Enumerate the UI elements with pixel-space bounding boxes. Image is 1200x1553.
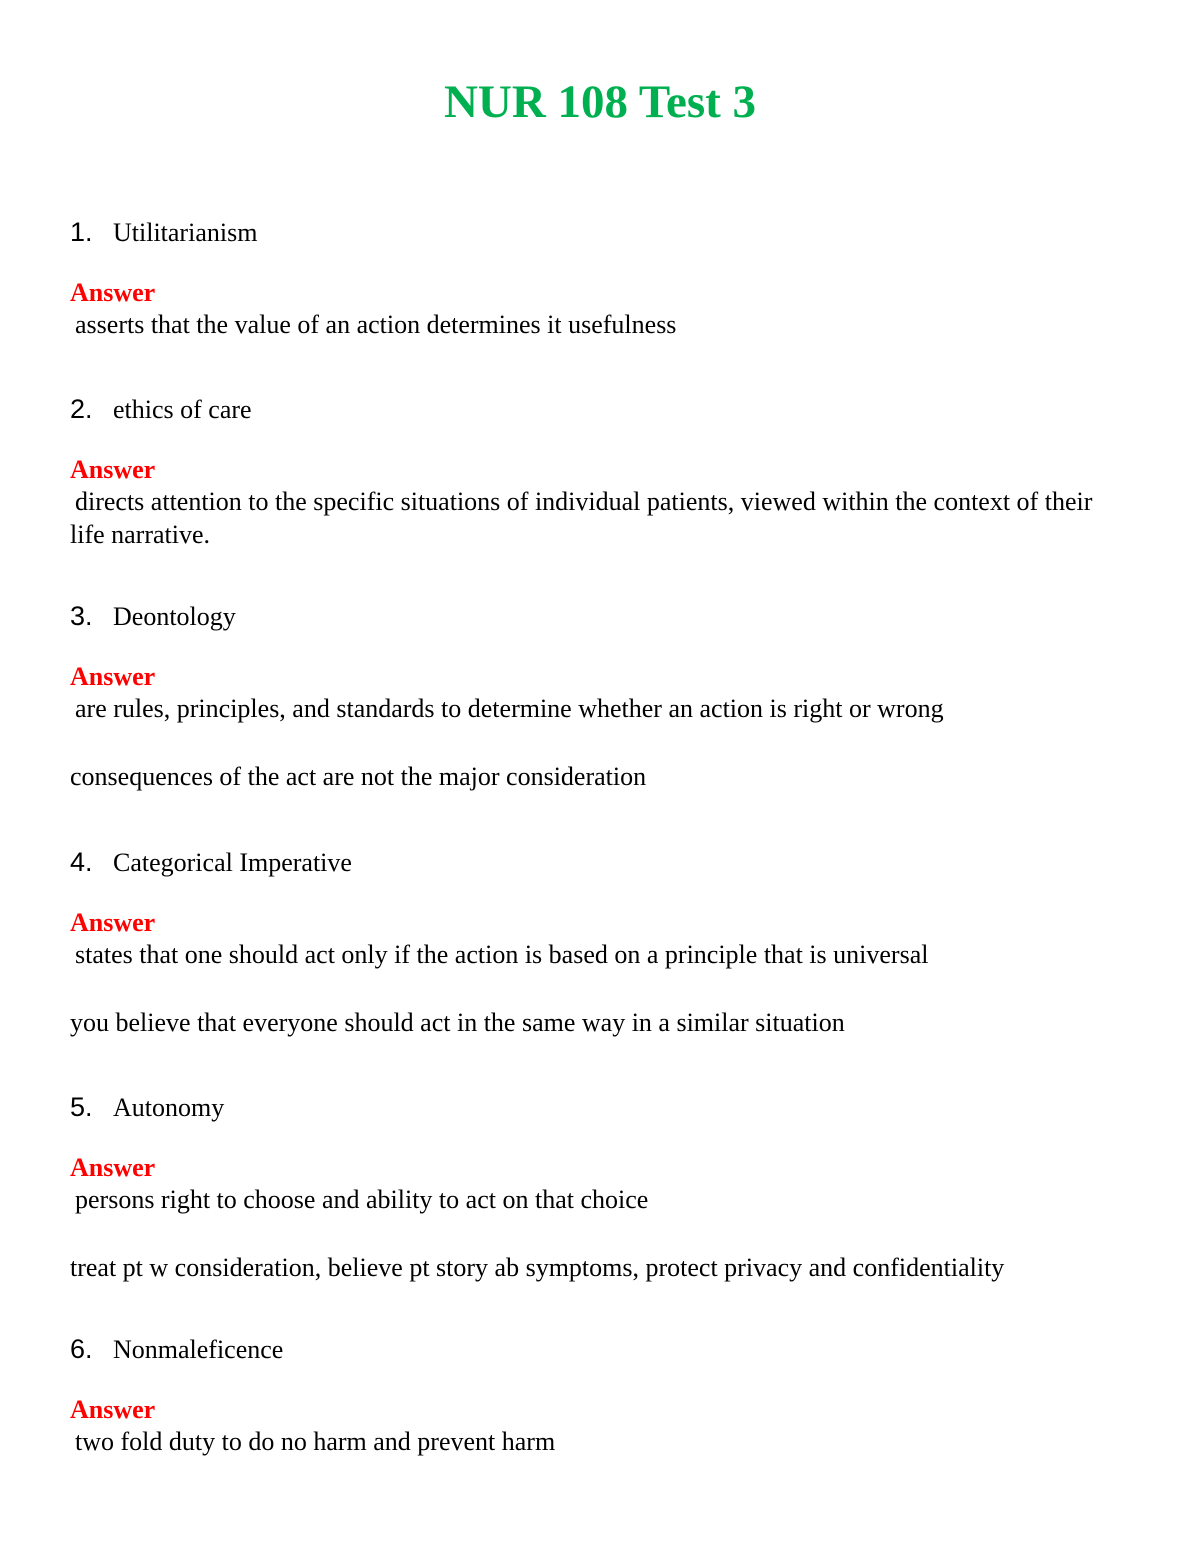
question-term: Nonmaleficence (113, 1335, 284, 1364)
answer-note: treat pt w consideration, believe pt story ab symptoms, protect privacy and confidentiality (70, 1253, 1005, 1282)
question-item (70, 846, 1110, 1039)
question-number: 4. (70, 847, 93, 877)
question-term: ethics of care (113, 395, 252, 424)
answer-note: you believe that everyone should act in the same way in a similar situation (70, 1008, 845, 1037)
question-number: 1. (70, 217, 93, 247)
answer-text: two fold duty to do no harm and prevent harm (75, 1427, 556, 1456)
answer-label: Answer (70, 1395, 156, 1424)
question-header (70, 1091, 1110, 1123)
question-item (70, 600, 1110, 793)
question-number: 3. (70, 601, 93, 631)
question-item (70, 216, 1110, 341)
answer-text: asserts that the value of an action determines it usefulness (75, 310, 677, 339)
question-item (70, 393, 1110, 551)
answer-label: Answer (70, 1153, 156, 1182)
answer-label: Answer (70, 455, 156, 484)
page-title: NUR 108 Test 3 (443, 76, 757, 128)
question-item (70, 1091, 1110, 1284)
question-number: 2. (70, 394, 93, 424)
answer-label: Answer (70, 908, 156, 937)
question-header (70, 846, 1110, 878)
question-header (70, 600, 1110, 632)
answer-text: states that one should act only if the action is based on a principle that is universal (75, 940, 929, 969)
question-item (70, 1333, 1110, 1458)
answer-label: Answer (70, 278, 156, 307)
question-header (70, 1333, 1110, 1365)
question-term: Autonomy (113, 1093, 225, 1122)
question-header (70, 216, 1110, 248)
question-term: Categorical Imperative (113, 848, 352, 877)
answer-note: consequences of the act are not the major consideration (70, 762, 647, 791)
answer-text: directs attention to the specific situations of individual patients, viewed within the context of their life narrative. (70, 487, 1093, 549)
answer-text: are rules, principles, and standards to determine whether an action is right or wrong (75, 694, 944, 723)
answer-label: Answer (70, 662, 156, 691)
question-term: Utilitarianism (113, 218, 258, 247)
answer-text: persons right to choose and ability to act on that choice (75, 1185, 649, 1214)
question-number: 5. (70, 1092, 93, 1122)
question-term: Deontology (113, 602, 236, 631)
question-header (70, 393, 1110, 425)
question-number: 6. (70, 1334, 93, 1364)
